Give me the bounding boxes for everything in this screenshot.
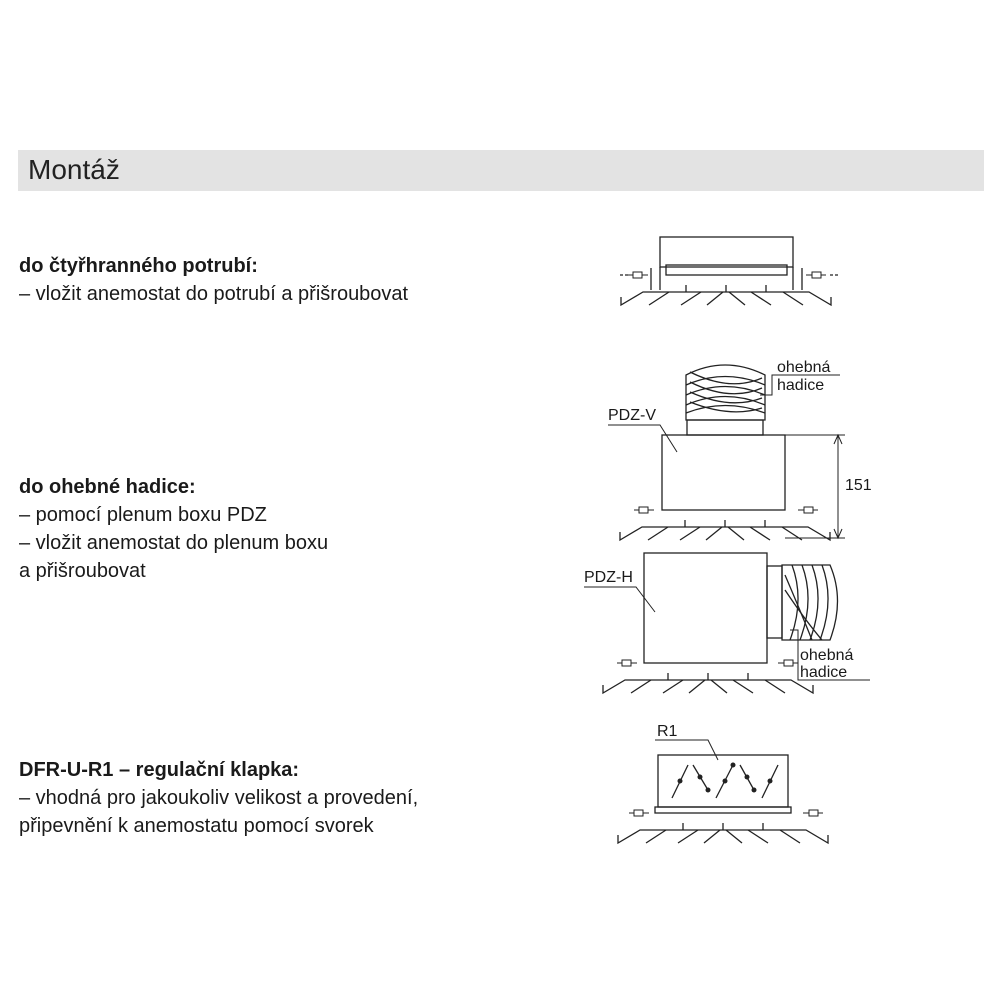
section-heading: DFR-U-R1 – regulační klapka: (19, 759, 300, 781)
section-heading: do čtyřhranného potrubí: (19, 255, 258, 277)
dimension-label: 151 (845, 477, 872, 494)
hose-label: hadice (777, 377, 825, 394)
page-title: Montáž (28, 154, 120, 185)
hose-label: hadice (800, 664, 848, 681)
section-heading: do ohebné hadice: (19, 476, 196, 498)
hose-label: ohebná (800, 647, 854, 664)
section-text-line: – vložit anemostat do potrubí a přišroubovat (19, 283, 409, 305)
hose-label: ohebná (777, 359, 831, 376)
pdz-h-label: PDZ-H (584, 569, 633, 586)
section-text-line: – vhodná pro jakoukoliv velikost a provedení, (19, 787, 419, 809)
section-text-line: připevnění k anemostatu pomocí svorek (19, 815, 374, 837)
r1-damper-diagram (618, 723, 828, 843)
section-text-line: a přišroubovat (19, 560, 146, 582)
square-duct-diagram (620, 237, 840, 305)
pdz-v-label: PDZ-V (608, 407, 656, 424)
r1-label: R1 (657, 723, 678, 740)
section-text-line: – pomocí plenum boxu PDZ (19, 504, 267, 526)
section-text-line: – vložit anemostat do plenum boxu (19, 532, 329, 554)
pdz-v-diagram (608, 359, 872, 540)
pdz-h-diagram (584, 553, 870, 693)
